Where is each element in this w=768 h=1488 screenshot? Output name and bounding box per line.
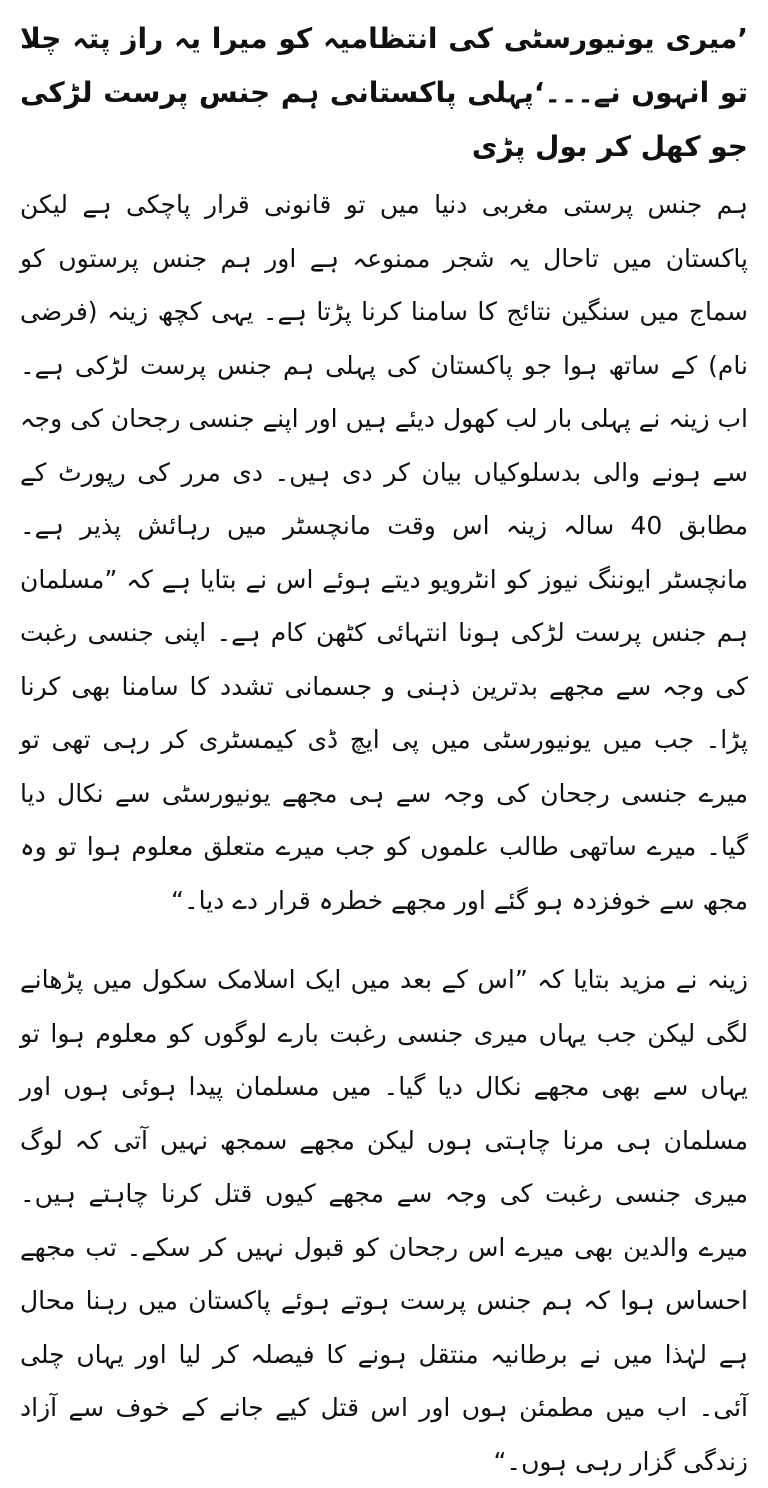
article-paragraph-2: زینہ نے مزید بتایا کہ ”اس کے بعد میں ایک اسلامک سکول میں پڑھانے لگی لیکن جب یہاں میری جنسی رغبت بارے لوگوں کو معلوم ہوا تو یہاں سے بھی مجھے نکال دیا گیا۔ میں مسلمان پیدا ہوئی ہوں اور مسلمان ہی مرنا چاہتی ہوں لیکن مجھے سمجھ نہیں آتی کہ لوگ میری جنسی رغبت کی وجہ سے مجھے کیوں قتل کرنا چاہتے ہیں۔ میرے والدین بھی میرے اس رجحان کو قبول نہیں کر سکے۔ تب مجھے احساس ہوا کہ ہم جنس پرست ہوتے ہوئے پاکستان میں رہنا محال ہے لہٰذا میں نے برطانیہ منتقل ہونے کا فیصلہ کر لیا اور یہاں چلی آئی۔ اب میں مطمئن ہوں اور اس قتل کیے جانے کے خوف سے آزاد زندگی گزار رہی ہوں۔“	[20, 965, 748, 1476]
article-paragraph-1: ہم جنس پرستی مغربی دنیا میں تو قانونی قرار پاچکی ہے لیکن پاکستان میں تاحال یہ شجر ممنوعہ ہے اور ہم جنس پرستوں کو سماج میں سنگین نتائج کا سامنا کرنا پڑتا ہے۔ یہی کچھ زینہ (فرضی نام) کے ساتھ ہوا جو پاکستان کی پہلی ہم جنس پرست لڑکی ہے۔ اب زینہ نے پہلی بار لب کھول دیئے ہیں اور اپنے جنسی رجحان کی وجہ سے ہونے والی بدسلوکیاں بیان کر دی ہیں۔ دی مرر کی رپورٹ کے مطابق 40 سالہ زینہ اس وقت مانچسٹر میں رہائش پذیر ہے۔ مانچسٹر ایوننگ نیوز کو انٹرویو دیتے ہوئے اس نے بتایا ہے کہ ”مسلمان ہم جنس پرست لڑکی ہونا انتہائی کٹھن کام ہے۔ اپنی جنسی رغبت کی وجہ سے مجھے بدترین ذہنی و جسمانی تشدد کا سامنا بھی کرنا پڑا۔ جب میں یونیورسٹی میں پی ایچ ڈی کیمسٹری کر رہی تھی تو میرے جنسی رجحان کی وجہ سے ہی مجھے یونیورسٹی سے نکال دیا گیا۔ میرے ساتھی طالب علموں کو جب میرے متعلق معلوم ہوا تو وہ مجھ سے خوفزدہ ہو گئے اور مجھے خطرہ قرار دے دیا۔“	[20, 190, 748, 915]
article-headline: ’میری یونیورسٹی کی انتظامیہ کو میرا یہ راز پتہ چلا تو انہوں نے۔۔۔‘پہلی پاکستانی ہم جنس پرست لڑکی جو کھل کر بول پڑی	[20, 22, 748, 163]
paragraph-gap	[20, 927, 748, 953]
